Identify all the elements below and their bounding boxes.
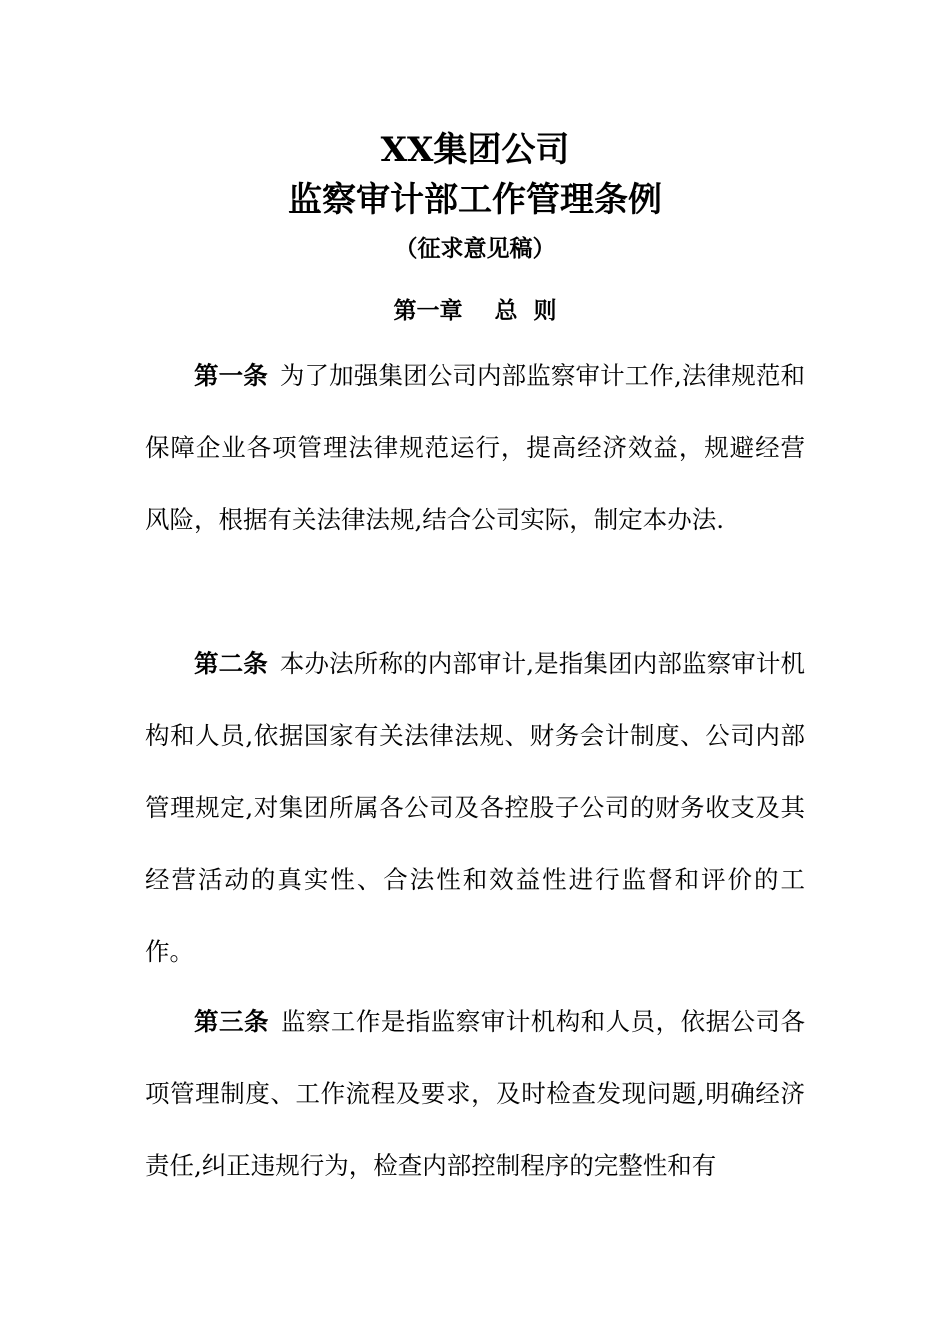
article-2-text: 本办法所称的内部审计,是指集团内部监察审计机构和人员,依据国家有关法律法规、财务会计制度、公司内部管理规定,对集团所属各公司及各控股子公司的财务收支及其经营活动的真实性、合法性和效益性进行监督和评价的工作。	[145, 649, 805, 966]
article-2-label: 第二条	[194, 649, 268, 678]
chapter-heading: 第一章 总 则	[393, 297, 557, 324]
article-3-text: 监察工作是指监察审计机构和人员，依据公司各项管理制度、工作流程及要求，及时检查发现问题,明确经济责任,纠正违规行为，检查内部控制程序的完整性和有	[145, 1007, 806, 1180]
article-1-label: 第一条	[194, 361, 268, 390]
document-title-regulation: 监察审计部工作管理条例	[288, 180, 662, 220]
document-title-company: XX集团公司	[380, 130, 570, 170]
article-2	[145, 628, 805, 988]
article-1	[145, 340, 805, 556]
article-3-label: 第三条	[194, 1007, 269, 1036]
article-1-text: 为了加强集团公司内部监察审计工作,法律规范和保障企业各项管理法律规范运行，提高经济效益，规避经营风险，根据有关法律法规,结合公司实际，制定本办法.	[145, 361, 805, 534]
document-subtitle-draft: （征求意见稿）	[394, 235, 556, 262]
article-3	[145, 986, 805, 1202]
